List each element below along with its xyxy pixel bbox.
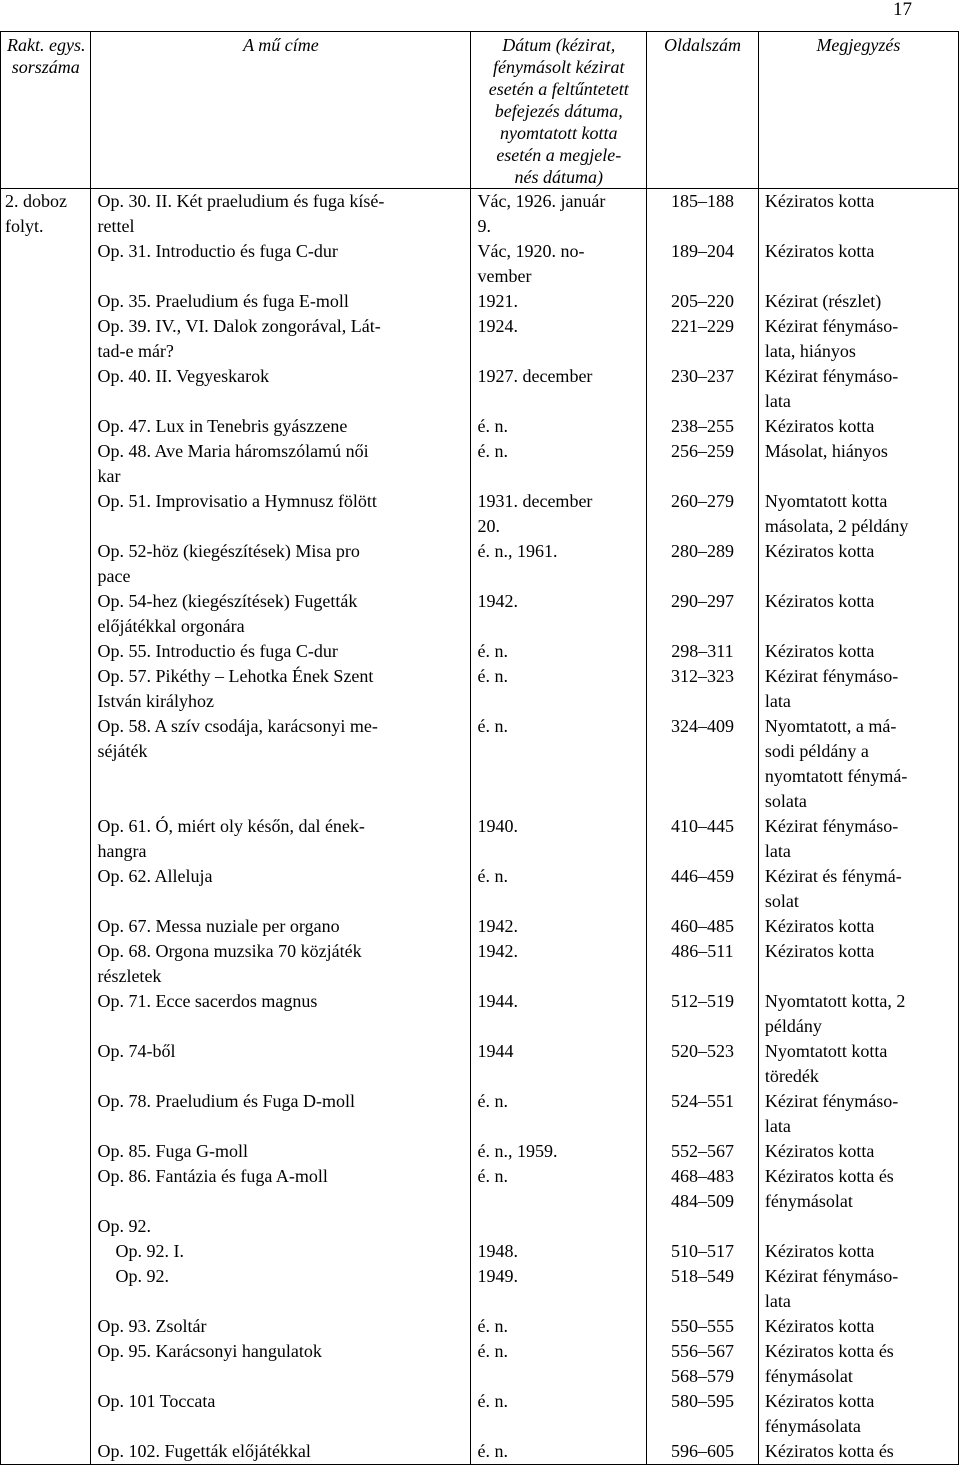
entry-pages: 298–311 — [671, 641, 734, 661]
entry-pages: 524–551 — [670, 1091, 734, 1111]
entry-pages: 221–229 — [670, 316, 734, 336]
entry-note: Kézirat fénymáso- lata — [764, 1091, 899, 1136]
entry-pages: 580–595 — [670, 1391, 734, 1411]
entry-note: Kézirat fénymáso- lata — [764, 1266, 899, 1311]
entry-title: Op. 54-hez (kiegészítések) Fugetták előjátékkal orgonára — [97, 591, 358, 636]
entry-note: Kéziratos kotta — [764, 241, 875, 261]
entry-note: Kéziratos kotta és — [764, 1441, 894, 1461]
entry-pages: 446–459 — [670, 866, 734, 886]
note-column — [758, 189, 958, 1465]
entry-pages: 290–297 — [670, 591, 734, 611]
entry-title: Op. 102. Fugetták előjátékkal — [97, 1441, 311, 1461]
entry-pages: 552–567 — [670, 1141, 734, 1161]
entry-note: Kéziratos kotta és fénymásolat — [764, 1166, 894, 1211]
entry-title: Op. 93. Zsoltár — [97, 1316, 207, 1336]
entry-pages: 260–279 — [670, 491, 734, 511]
entry-title: Op. 62. Alleluja — [97, 866, 213, 886]
entry-date: é. n. — [477, 866, 508, 886]
entry-title: Op. 30. II. Két praeludium és fuga kísé- rettel — [97, 191, 385, 236]
entry-date: 1944 — [477, 1041, 514, 1061]
entry-note: Kéziratos kotta — [764, 941, 875, 961]
header-date: Dátum (kézirat, fénymásolt kézirat esetén a feltűntetett befejezés dátuma, nyomtatott kotta esetén a megjele- nés dátuma) — [471, 32, 647, 189]
entry-title: Op. 86. Fantázia és fuga A-moll — [97, 1166, 328, 1186]
entry-pages: 312–323 — [670, 666, 734, 686]
entry-title: Op. 85. Fuga G-moll — [97, 1141, 248, 1161]
entry-pages: 556–567 568–579 — [670, 1341, 734, 1386]
entry-note: Kéziratos kotta — [764, 1241, 875, 1261]
entry-date: é. n. — [477, 666, 508, 686]
entry-pages: 596–605 — [670, 1441, 734, 1461]
entry-title: Op. 92. I. — [97, 1241, 184, 1261]
entry-title: Op. 40. II. Vegyeskarok — [97, 366, 270, 386]
entry-note — [765, 1214, 952, 1239]
entry-note: Kézirat és fénymá- solat — [764, 866, 902, 911]
entry-pages: 518–549 — [670, 1266, 734, 1286]
page-number: 17 — [893, 0, 912, 20]
entry-title: Op. 61. Ó, miért oly későn, dal ének- hangra — [97, 816, 365, 861]
entry-note: Kézirat (részlet) — [764, 291, 882, 311]
entry-pages: 410–445 — [670, 816, 734, 836]
entry-title: Op. 31. Introductio és fuga C-dur — [97, 241, 338, 261]
entry-note: Kézirat fénymáso- lata, hiányos — [764, 316, 899, 361]
header-note: Megjegyzés — [758, 32, 958, 189]
entry-pages: 486–511 — [671, 941, 734, 961]
entry-title: Op. 57. Pikéthy – Lehotka Ének Szent István királyhoz — [97, 666, 374, 711]
entry-note: Kéziratos kotta — [764, 541, 875, 561]
entry-note: Nyomtatott, a má- sodi példány a nyomtatott fénymá- solata — [764, 716, 908, 811]
entry-date: é. n. — [477, 1391, 508, 1411]
entry-date: Vác, 1926. január 9. — [477, 191, 606, 236]
entry-date: 1931. december 20. — [477, 491, 593, 536]
header-title: A mű címe — [91, 32, 471, 189]
entry-date: é. n. — [477, 441, 508, 461]
entry-note: Kéziratos kotta — [764, 1316, 875, 1336]
entry-title: Op. 68. Orgona muzsika 70 közjáték részletek — [97, 941, 362, 986]
entry-date: 1940. — [477, 816, 518, 836]
entry-pages: 185–188 — [670, 191, 734, 211]
entry-date: 1942. — [477, 941, 518, 961]
entry-pages: 468–483 484–509 — [670, 1166, 734, 1211]
entry-note: Kéziratos kotta — [764, 1141, 875, 1161]
entry-note: Kéziratos kotta — [764, 591, 875, 611]
entry-date: é. n. — [477, 1091, 508, 1111]
catalog-table — [0, 31, 959, 1465]
entry-date: é. n. — [477, 641, 508, 661]
entry-date: 1948. — [477, 1241, 518, 1261]
entry-date: é. n. — [477, 1441, 508, 1461]
entry-date: é. n. — [477, 716, 508, 736]
entry-pages: 520–523 — [670, 1041, 734, 1061]
entry-date: 1944. — [477, 991, 518, 1011]
entry-date: 1942. — [477, 591, 518, 611]
entry-date: é. n. — [477, 1316, 508, 1336]
entry-pages: 230–237 — [670, 366, 734, 386]
entry-date: é. n. — [477, 416, 508, 436]
entry-pages — [653, 1214, 752, 1239]
entry-pages: 460–485 — [670, 916, 734, 936]
entry-date: é. n., 1961. — [477, 541, 558, 561]
entry-date: 1927. december — [477, 366, 593, 386]
entry-pages: 280–289 — [670, 541, 734, 561]
entry-title: Op. 67. Messa nuziale per organo — [97, 916, 340, 936]
entry-pages: 324–409 — [670, 716, 734, 736]
entry-title: Op. 39. IV., VI. Dalok zongorával, Lát- tad-e már? — [97, 316, 381, 361]
entry-note: Másolat, hiányos — [764, 441, 888, 461]
title-column — [91, 189, 471, 1465]
entry-note: Kéziratos kotta — [764, 641, 875, 661]
entry-note: Nyomtatott kotta töredék — [764, 1041, 888, 1086]
entry-title: Op. 47. Lux in Tenebris gyászzene — [97, 416, 348, 436]
entry-pages: 189–204 — [670, 241, 734, 261]
entry-pages: 510–517 — [670, 1241, 734, 1261]
entry-date: é. n. — [477, 1166, 508, 1186]
entry-title: Op. 101 Toccata — [97, 1391, 216, 1411]
entry-title: Op. 92. — [115, 1266, 169, 1286]
location-cell: 2. doboz folyt. — [1, 189, 91, 1465]
entry-note: Kéziratos kotta — [764, 416, 875, 436]
entry-title: Op. 78. Praeludium és Fuga D-moll — [97, 1091, 355, 1111]
entry-date: 1924. — [477, 316, 518, 336]
entry-note: Nyomtatott kotta, 2 példány — [764, 991, 906, 1036]
entry-title: Op. 74-ből — [97, 1041, 176, 1061]
entry-title: Op. 55. Introductio és fuga C-dur — [97, 641, 338, 661]
entry-date: é. n. — [477, 1341, 508, 1361]
entry-title: Op. 58. A szív csodája, karácsonyi me- séjáték — [97, 716, 378, 761]
pages-column — [647, 189, 759, 1465]
entry-pages: 238–255 — [670, 416, 734, 436]
entry-pages: 512–519 — [670, 991, 734, 1011]
entry-title: Op. 51. Improvisatio a Hymnusz fölött — [97, 491, 377, 511]
entry-note: Kézirat fénymáso- lata — [764, 666, 899, 711]
entry-note: Kéziratos kotta és fénymásolat — [764, 1341, 894, 1386]
entry-note: Kéziratos kotta fénymásolata — [764, 1391, 875, 1436]
entry-title: Op. 35. Praeludium és fuga E-moll — [97, 291, 349, 311]
entry-note: Kézirat fénymáso- lata — [764, 366, 899, 411]
entry-title: Op. 48. Ave Maria háromszólamú női kar — [97, 441, 369, 486]
table-body-row — [1, 189, 959, 1465]
entry-pages: 550–555 — [670, 1316, 734, 1336]
entry-title: Op. 52-höz (kiegészítések) Misa pro pace — [97, 541, 360, 586]
entry-note: Kézirat fénymáso- lata — [764, 816, 899, 861]
date-column — [471, 189, 647, 1465]
entry-note: Nyomtatott kotta másolata, 2 példány — [764, 491, 909, 536]
entry-pages: 205–220 — [670, 291, 734, 311]
header-pages: Oldalszám — [647, 32, 759, 189]
entry-date: 1921. — [477, 291, 518, 311]
entry-title: Op. 71. Ecce sacerdos magnus — [97, 991, 318, 1011]
entry-date: é. n., 1959. — [477, 1141, 558, 1161]
entry-title: Op. 92. — [97, 1216, 151, 1236]
entry-date — [477, 1214, 640, 1239]
entry-note: Kéziratos kotta — [764, 916, 875, 936]
header-number: Rakt. egys. sorszáma — [1, 32, 91, 189]
entry-note: Kéziratos kotta — [764, 191, 875, 211]
entry-date: Vác, 1920. no- vember — [477, 241, 585, 286]
entry-date: 1942. — [477, 916, 518, 936]
entry-date: 1949. — [477, 1266, 518, 1286]
entry-pages: 256–259 — [670, 441, 734, 461]
table-header-row — [1, 32, 959, 189]
entry-title: Op. 95. Karácsonyi hangulatok — [97, 1341, 322, 1361]
